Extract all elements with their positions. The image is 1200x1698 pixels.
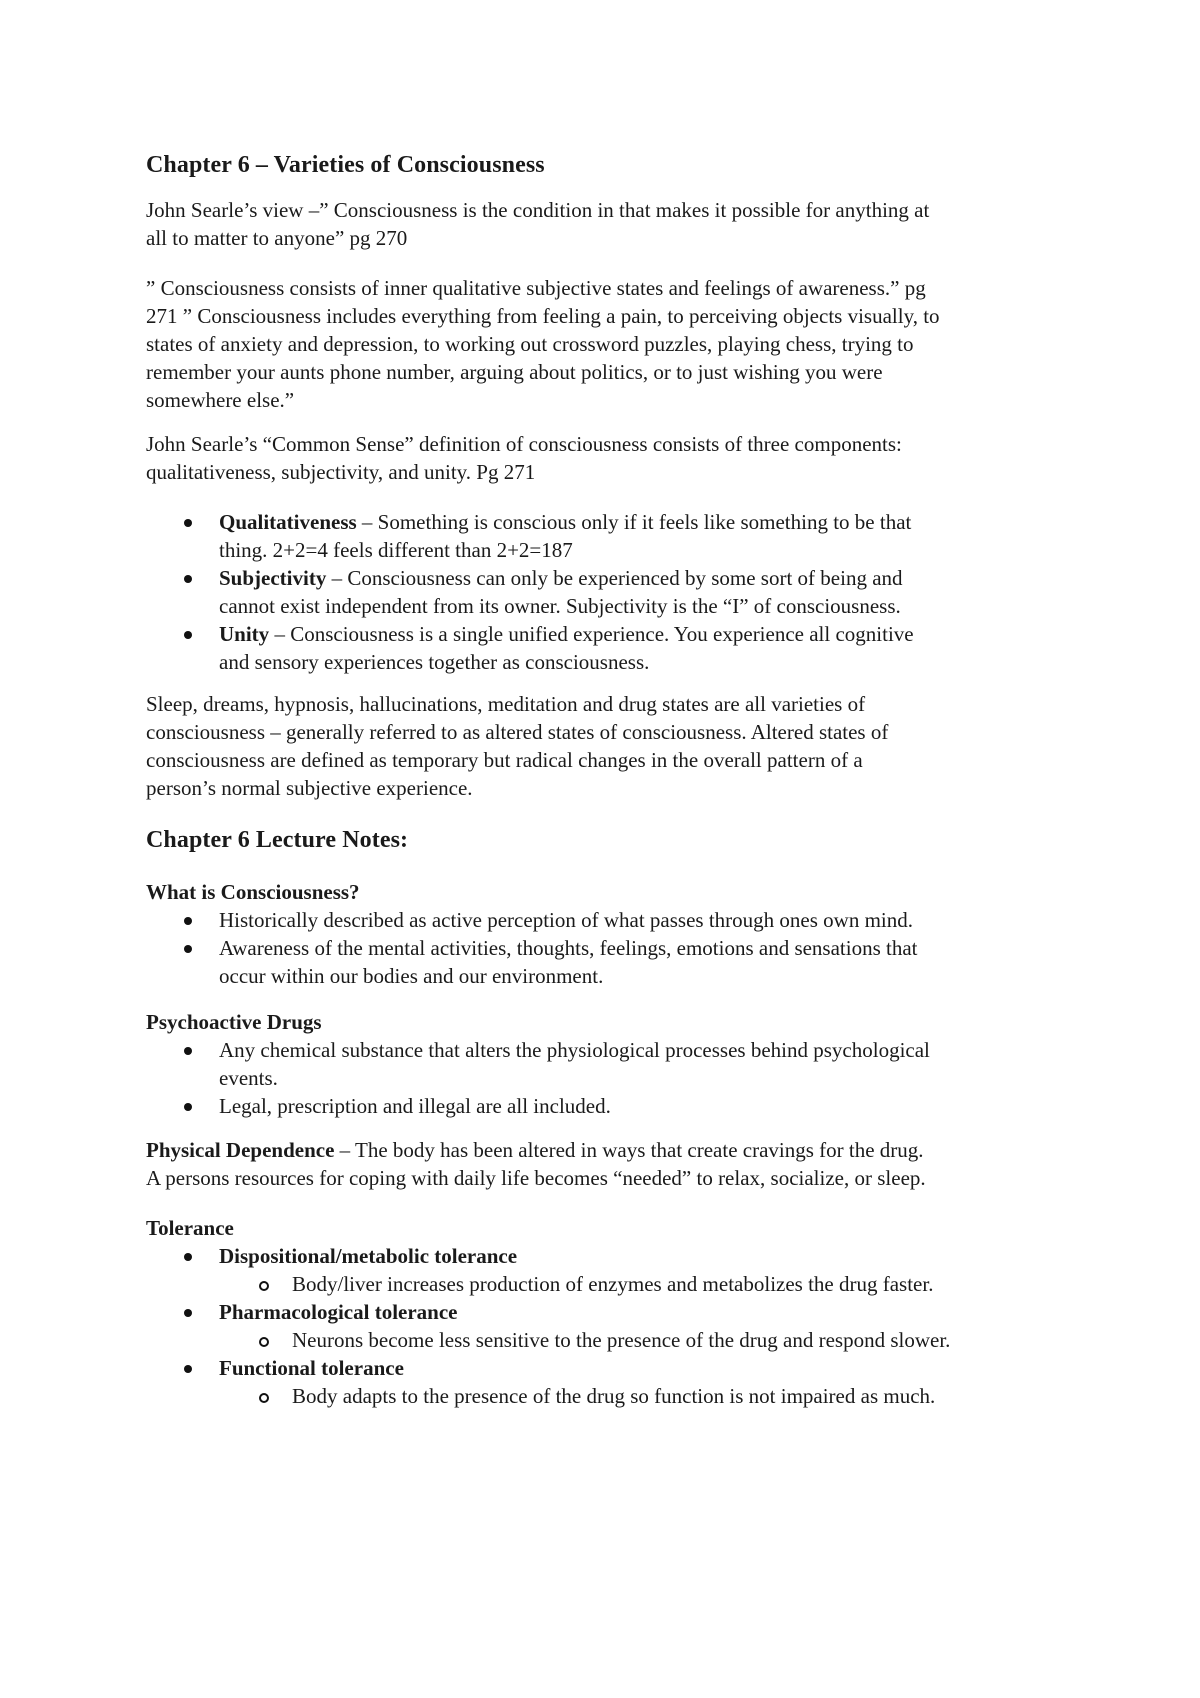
- bullet-icon: [184, 519, 192, 527]
- bullet-icon: [184, 1047, 192, 1055]
- sub-list-item: [219, 1382, 1066, 1410]
- bullet-icon: [184, 1253, 192, 1261]
- chapter-heading: Chapter 6 – Varieties of Consciousness: [146, 152, 545, 178]
- altered-states-paragraph: [146, 690, 1066, 802]
- text-line: Sleep, dreams, hypnosis, hallucinations, meditation and drug states are all varieties of: [146, 692, 866, 716]
- hollow-bullet-icon: [259, 1337, 269, 1347]
- list-item: [146, 1298, 1066, 1354]
- lecture-notes-heading: Chapter 6 Lecture Notes:: [146, 827, 409, 853]
- text-line: consciousness are defined as temporary but radical changes in the overall pattern of a: [146, 748, 863, 772]
- bullet-icon: [184, 945, 192, 953]
- bullet-icon: [184, 575, 192, 583]
- list-item: [146, 564, 1066, 620]
- text-line: Any chemical substance that alters the physiological processes behind psychological: [219, 1038, 930, 1062]
- text-line: Body adapts to the presence of the drug so function is not impaired as much.: [292, 1384, 936, 1408]
- list-item: [146, 934, 1066, 990]
- text-line: consciousness – generally referred to as altered states of consciousness. Altered states of: [146, 720, 889, 744]
- definition: – Consciousness is a single unified experience. You experience all cognitive: [269, 622, 914, 646]
- section-heading: Tolerance: [146, 1216, 234, 1240]
- text-line: states of anxiety and depression, to working out crossword puzzles, playing chess, trying to: [146, 332, 914, 356]
- physical-dependence-paragraph: [146, 1136, 1066, 1192]
- hollow-bullet-icon: [259, 1281, 269, 1291]
- text-line: Legal, prescription and illegal are all included.: [219, 1094, 611, 1118]
- text-line: qualitativeness, subjectivity, and unity. Pg 271: [146, 460, 536, 484]
- sub-list: [219, 1326, 1066, 1354]
- definition: – Consciousness can only be experienced by some sort of being and: [326, 566, 903, 590]
- text-line: John Searle’s view –” Consciousness is the condition in that makes it possible for anything at: [146, 198, 930, 222]
- list-item: [146, 1036, 1066, 1092]
- text-line: John Searle’s “Common Sense” definition of consciousness consists of three components:: [146, 432, 902, 456]
- text-line: somewhere else.”: [146, 388, 295, 412]
- list-item: [146, 906, 1066, 934]
- hollow-bullet-icon: [259, 1393, 269, 1403]
- common-sense-paragraph: [146, 430, 1066, 486]
- consciousness-definition-paragraph: [146, 274, 1066, 414]
- searle-view-paragraph: [146, 196, 1066, 252]
- psychoactive-heading: [146, 1008, 1066, 1036]
- text-line: Body/liver increases production of enzymes and metabolizes the drug faster.: [292, 1272, 934, 1296]
- text-line: Neurons become less sensitive to the presence of the drug and respond slower.: [292, 1328, 951, 1352]
- bullet-icon: [184, 631, 192, 639]
- psychoactive-list: [146, 1036, 1066, 1120]
- text-line: 271 ” Consciousness includes everything from feeling a pain, to perceiving objects visually, to: [146, 304, 940, 328]
- list-item: [146, 508, 1066, 564]
- bullet-icon: [184, 917, 192, 925]
- sub-list-item: [219, 1326, 1066, 1354]
- sub-list: [219, 1270, 1066, 1298]
- term: Qualitativeness: [219, 510, 357, 534]
- sub-list-item: [219, 1270, 1066, 1298]
- what-is-list: [146, 906, 1066, 990]
- list-item: [146, 1242, 1066, 1298]
- section-heading: What is Consciousness?: [146, 880, 360, 904]
- bullet-icon: [184, 1309, 192, 1317]
- term: Functional tolerance: [219, 1356, 404, 1380]
- text-line: occur within our bodies and our environment.: [219, 964, 604, 988]
- term: Pharmacological tolerance: [219, 1300, 458, 1324]
- list-item: [146, 620, 1066, 676]
- text-line: A persons resources for coping with daily life becomes “needed” to relax, socialize, or sleep.: [146, 1166, 926, 1190]
- term: Dispositional/metabolic tolerance: [219, 1244, 518, 1268]
- tolerance-heading: [146, 1214, 1066, 1242]
- text-line: all to matter to anyone” pg 270: [146, 226, 408, 250]
- text-line: cannot exist independent from its owner. Subjectivity is the “I” of consciousness.: [219, 594, 901, 618]
- definition: – The body has been altered in ways that create cravings for the drug.: [334, 1138, 924, 1162]
- text-line: Historically described as active perception of what passes through ones own mind.: [219, 908, 913, 932]
- text-line: remember your aunts phone number, arguing about politics, or to just wishing you were: [146, 360, 883, 384]
- what-is-heading: [146, 878, 1066, 906]
- list-item: [146, 1354, 1066, 1410]
- definition: – Something is conscious only if it feels like something to be that: [356, 510, 912, 534]
- term: Physical Dependence: [146, 1138, 335, 1162]
- term: Subjectivity: [219, 566, 327, 590]
- bullet-icon: [184, 1103, 192, 1111]
- sub-list: [219, 1382, 1066, 1410]
- section-heading: Psychoactive Drugs: [146, 1010, 322, 1034]
- text-line: thing. 2+2=4 feels different than 2+2=187: [219, 538, 573, 562]
- tolerance-list: [146, 1242, 1066, 1410]
- text-line: and sensory experiences together as consciousness.: [219, 650, 650, 674]
- list-item: [146, 1092, 1066, 1120]
- text-line: person’s normal subjective experience.: [146, 776, 473, 800]
- text-line: events.: [219, 1066, 278, 1090]
- text-line: ” Consciousness consists of inner qualitative subjective states and feelings of awareness.” pg: [146, 276, 926, 300]
- term: Unity: [219, 622, 270, 646]
- bullet-icon: [184, 1365, 192, 1373]
- components-list: [146, 508, 1066, 676]
- text-line: Awareness of the mental activities, thoughts, feelings, emotions and sensations that: [219, 936, 918, 960]
